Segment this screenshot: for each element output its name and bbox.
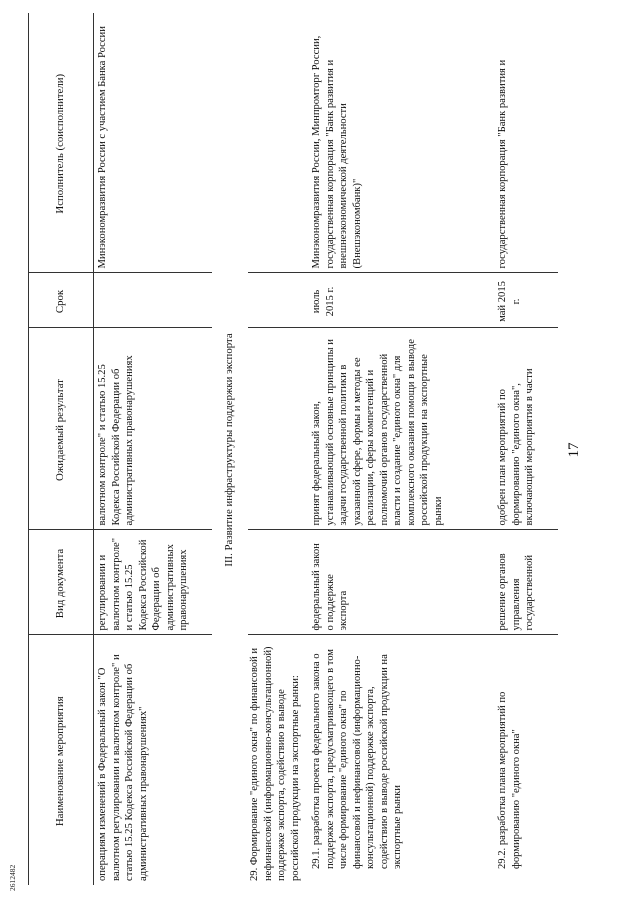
section-title: III. Развитие инфраструктуры поддержки экспорта <box>223 333 236 567</box>
table-row <box>94 13 213 885</box>
header-term: Срок <box>29 273 94 328</box>
cell-result <box>248 328 310 530</box>
table-row <box>310 13 496 885</box>
cell-term <box>248 273 310 328</box>
cell-event: операциям изменений в Федеральный закон "О валютном регулировании и валютном контроле" и статью 15.25 Кодекса Российской Федерации об административных правонарушениях" <box>97 654 149 881</box>
header-doc-type: Вид документа <box>29 530 94 635</box>
cell-result: одобрен план мероприятий по формированию "единого окна", включающий мероприятия в части <box>496 328 558 530</box>
section-row <box>212 13 248 885</box>
cell-term: май 2015 г. <box>496 273 558 328</box>
cell-executor: государственная корпорация "Банк развития и <box>496 13 558 273</box>
cell-doc-type: федеральный закон о поддержке экспорта <box>310 530 496 635</box>
cell-executor: Минэкономразвития России, Минпромторг России, государственная корпорация "Банк развития и внешнеэкономической деятельности (Внешэкономбанк)" <box>310 13 496 273</box>
cell-term <box>94 273 213 328</box>
cell-result: валютном контроле" и статью 15.25 Кодекса Российской Федерации об административных правонарушениях <box>94 328 213 530</box>
table-row <box>248 13 310 885</box>
table-row <box>496 13 558 885</box>
cell-result: принят федеральный закон, устанавливающий основные принципы и задачи государственной политики в указанной сфере, формы и методы ее реализации, сферы компетенций и полномочий органов государственной власти и создание "единого окна" для комплексного оказания помощи в выводе российской продукции на экспортные рынки <box>310 328 496 530</box>
header-event: Наименование мероприятия <box>29 635 94 885</box>
page-number: 17 <box>566 442 582 458</box>
cell-event: 29.1. разработка проекта федерального закона о поддержке экспорта, предусматривающего в том числе формирование "единого окна" по финансовой и нефинансовой (информационно-консультационной) поддержке экспорта, содействию в выводе российской продукции на экспортные рынки <box>311 648 404 869</box>
cell-executor <box>248 13 310 273</box>
header-executor: Исполнитель (соисполнители) <box>29 13 94 273</box>
cell-doc-type: регулировании и валютном контроле" и статью 15.25 Кодекса Российской Федерации об административных правонарушениях <box>94 530 213 635</box>
cell-term: июль 2015 г. <box>310 273 496 328</box>
cell-event: 29.2. разработка плана мероприятий по формированию "единого окна" <box>497 691 522 869</box>
table-header-row <box>29 13 94 885</box>
action-plan-table <box>28 13 558 885</box>
cell-event: 29. Формирование "единого окна" по финансовой и нефинансовой (информационно-консультационной) поддержке экспорта, содействию в выводе российской продукции на экспортные рынки: <box>249 646 301 881</box>
header-result: Ожидаемый результат <box>29 328 94 530</box>
cell-executor: Минэкономразвития России с участием Банка России <box>94 13 213 273</box>
document-code: 2612482 <box>8 864 17 891</box>
cell-doc-type <box>248 530 310 635</box>
cell-doc-type: решение органов управления государственной <box>496 530 558 635</box>
